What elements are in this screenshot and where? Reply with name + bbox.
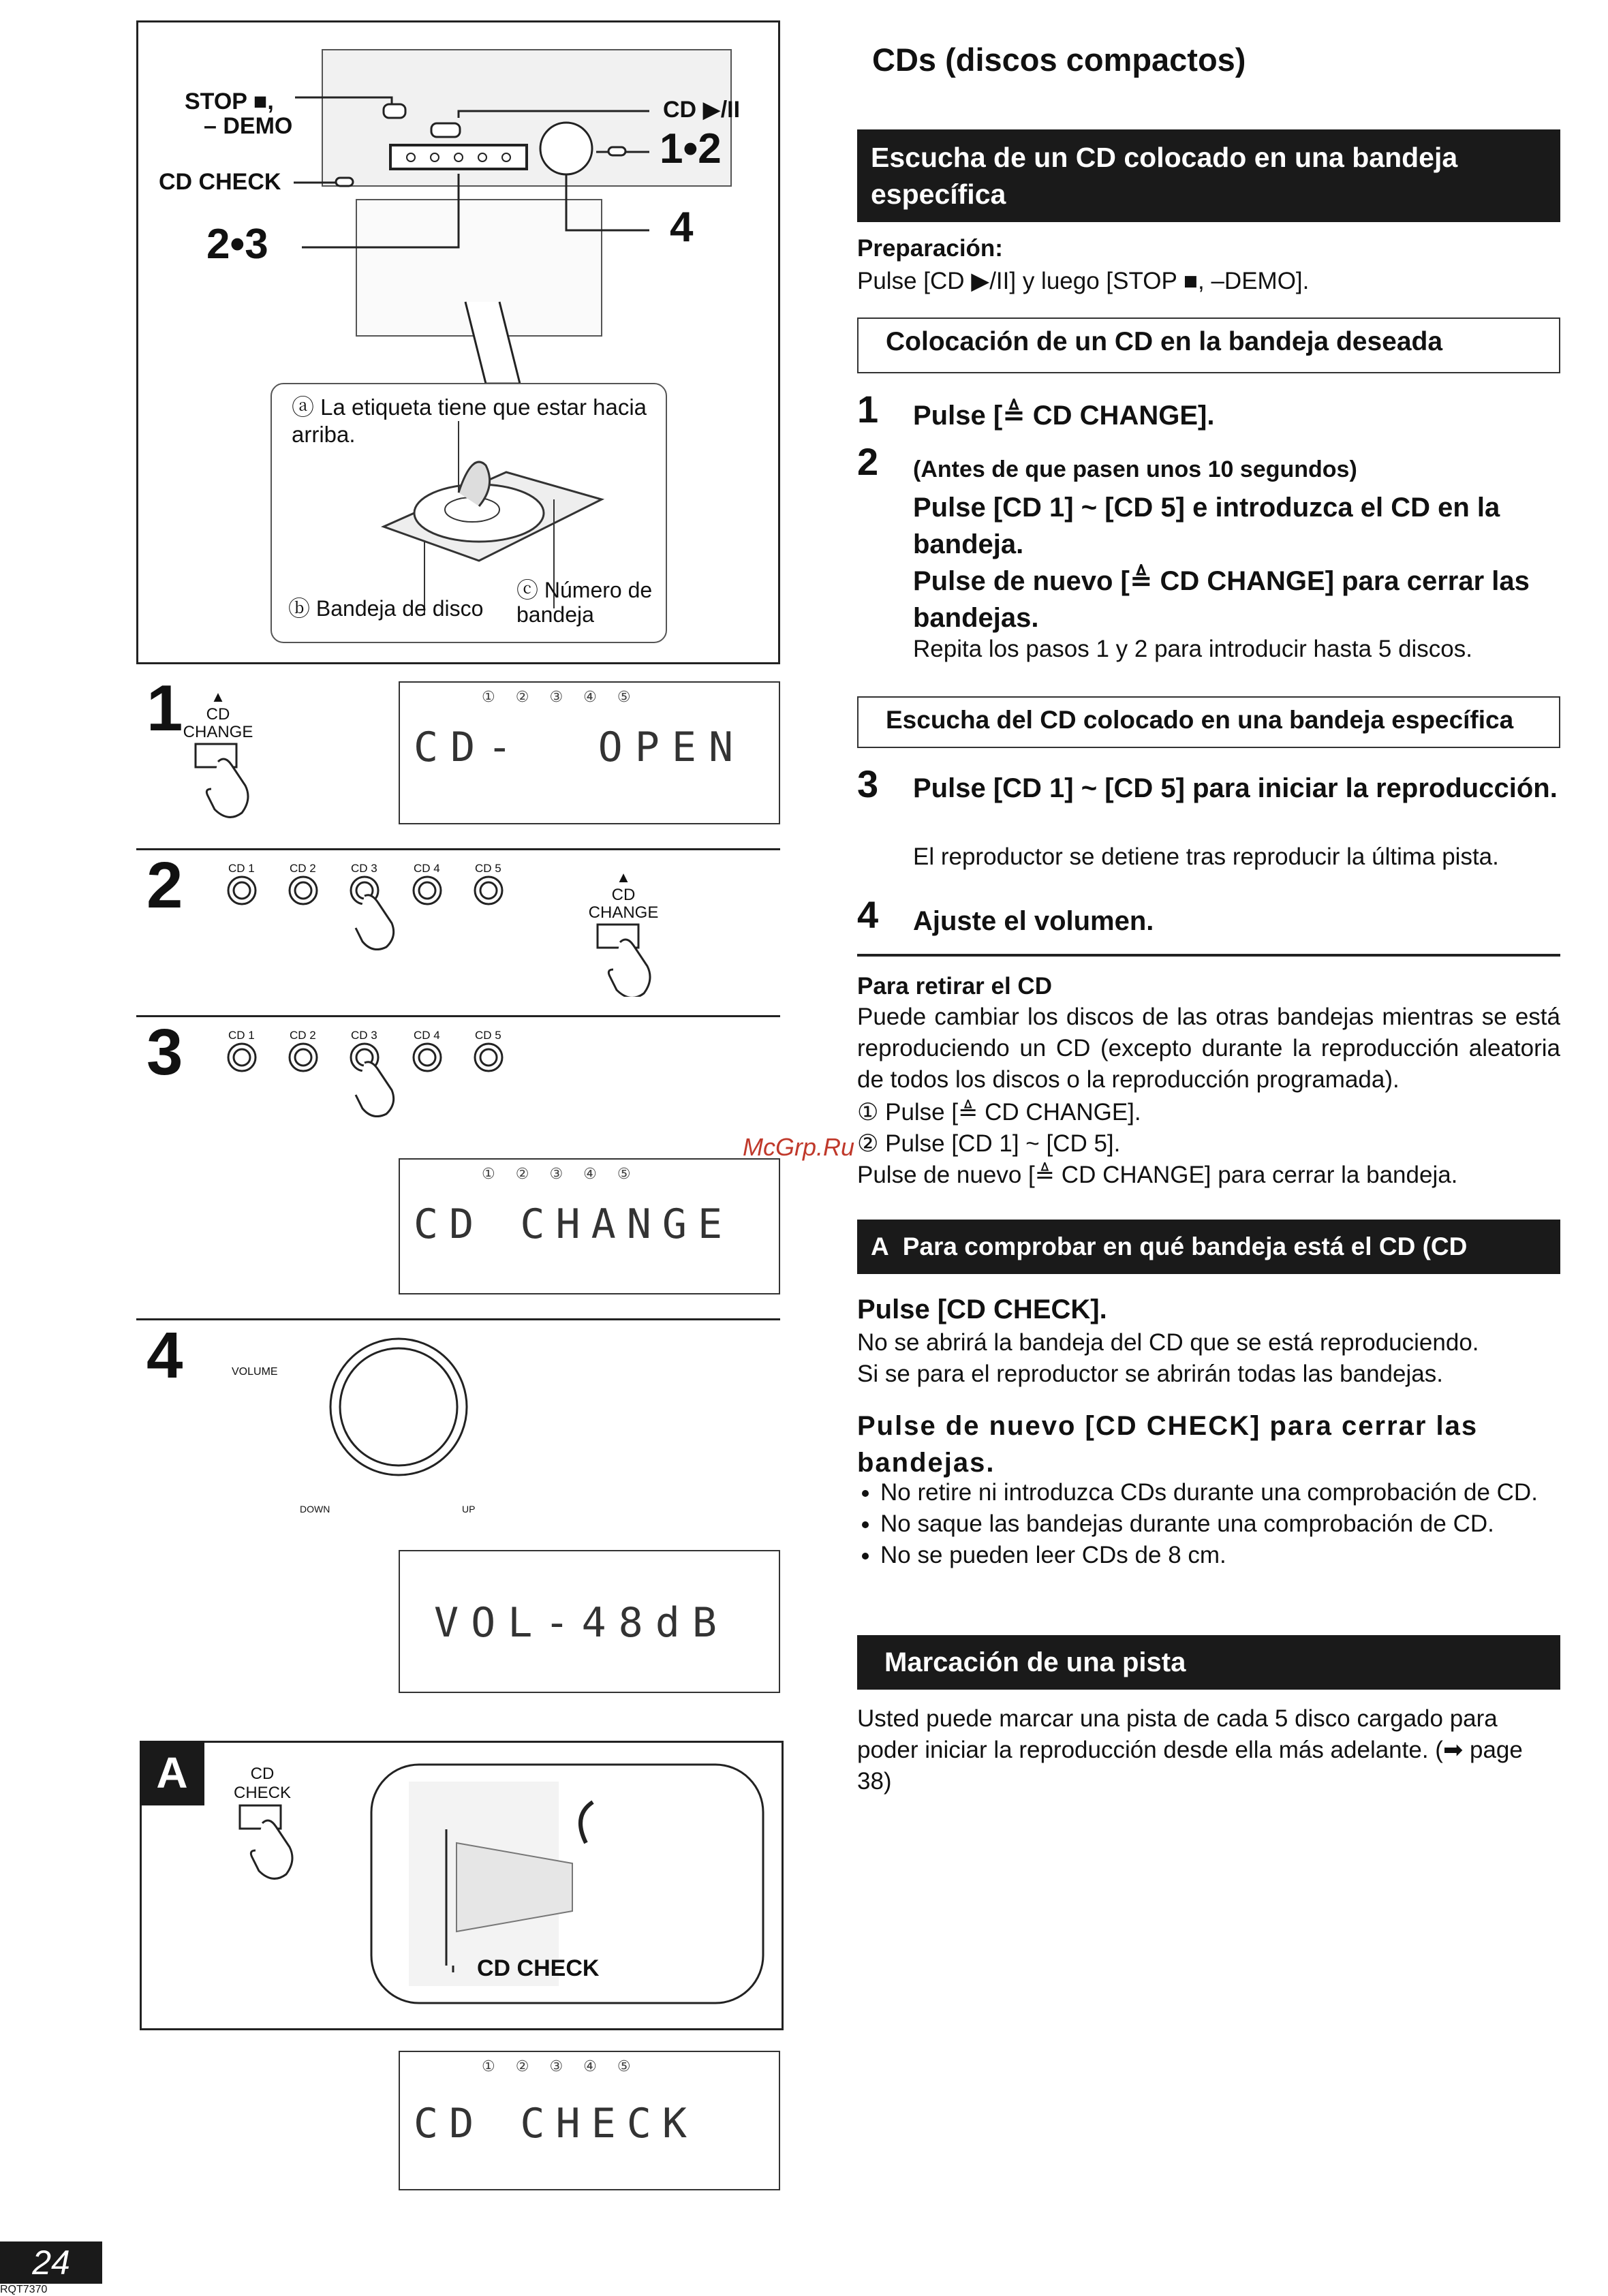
subhead-place-cd: Colocación de un CD en la bandeja deseada xyxy=(857,317,1560,373)
panel-1-number: 1 xyxy=(146,672,183,745)
page-number-box: 24 xyxy=(0,2241,102,2284)
panel-2-change-button xyxy=(583,869,664,1000)
panel-4-number: 4 xyxy=(146,1319,183,1392)
lcd-text: CD CHANGE xyxy=(414,1200,734,1248)
lcd-text: CD CHECK xyxy=(414,2100,698,2147)
cd-button-label: CD 5 xyxy=(475,1029,501,1042)
prep-text: Pulse [CD ▶/II] y luego [STOP ■, –DEMO]. xyxy=(857,268,1310,294)
eject-icon: ▲ xyxy=(211,688,226,705)
cd-button-label: CD 3 xyxy=(351,862,377,875)
cd-check-bullets xyxy=(857,1477,1583,1571)
step-1-number: 1 xyxy=(857,388,879,431)
remove-text: Puede cambiar los discos de las otras bandejas mientras se está reproduciendo un CD (excepto durante la reproducción aleatoria de todos los discos o la reproducción programada). xyxy=(857,1004,1560,1093)
section-bar-listen: Escucha de un CD colocado en una bandeja específica xyxy=(857,129,1560,222)
mark-track-text: Usted puede marcar una pista de cada 5 disco cargado para poder iniciar la reproducción desde ella más adelante. (➡ page 38) xyxy=(857,1705,1523,1795)
panel-2-number: 2 xyxy=(146,849,183,922)
page-title: CDs (discos compactos) xyxy=(872,42,1246,78)
note-c: ⓒ Número de bandeja xyxy=(516,578,653,627)
step-2-small: (Antes de que pasen unos 10 segundos) xyxy=(913,456,1357,482)
panel-1-display xyxy=(399,681,780,824)
volume-up-label: UP xyxy=(462,1504,476,1515)
cd-check-head-2: Pulse de nuevo [CD CHECK] para cerrar las bandejas. xyxy=(857,1411,1479,1478)
disc-number-row: ①②③④⑤ xyxy=(482,2058,651,2075)
remove-step-1: ① Pulse [≜ CD CHANGE]. xyxy=(857,1099,1141,1126)
watermark: McGrp.Ru xyxy=(743,1133,855,1161)
cd-check-text-2: Si se para el reproductor se abrirán todas las bandejas. xyxy=(857,1361,1443,1387)
remove-label: Para retirar el CD xyxy=(857,973,1052,999)
divider xyxy=(136,1015,780,1017)
section-bar-text: Para comprobar en qué bandeja está el CD (CD CHECK) xyxy=(871,1232,1468,1299)
lcd-text: VOL-48dB xyxy=(434,1599,729,1647)
cd-check-text-1: No se abrirá la bandeja del CD que se está reproduciendo. xyxy=(857,1329,1479,1356)
bullet-item: • No se pueden leer CDs de 8 cm. xyxy=(880,1540,1583,1571)
disc-number-row: ①②③④⑤ xyxy=(482,688,651,705)
step-3-note: El reproductor se detiene tras reproducir la última pista. xyxy=(913,843,1499,870)
cd-buttons-graphic xyxy=(221,1042,535,1117)
disc-number-row: ①②③④⑤ xyxy=(482,1165,651,1182)
press-hand-icon xyxy=(583,922,664,997)
doc-code: RQT7370 xyxy=(0,2284,48,2295)
cd-button-label: CD 2 xyxy=(290,1029,316,1042)
cd-button-label: CD 1 xyxy=(228,1029,255,1042)
section-bar-cd-check xyxy=(857,1220,1560,1299)
cd-check-label: CD CHECK xyxy=(159,169,281,195)
step-1-text: Pulse [≜ CD CHANGE]. xyxy=(913,401,1215,431)
cd-button-label: CD 3 xyxy=(351,1029,377,1042)
demo-label: – DEMO xyxy=(204,113,293,139)
volume-knob xyxy=(327,1335,470,1478)
cd-play-label: CD ▶/II xyxy=(663,97,741,123)
panel-3-number: 3 xyxy=(146,1016,183,1089)
divider xyxy=(857,954,1560,957)
stop-label: STOP ■, xyxy=(185,89,274,114)
panel-4-display xyxy=(399,1550,780,1693)
section-bar-mark-track: Marcación de una pista xyxy=(857,1635,1560,1690)
volume-down-label: DOWN xyxy=(300,1504,330,1515)
cd-button-label: CD 1 xyxy=(228,862,255,875)
bullet-item: • No saque las bandejas durante una comprobación de CD. xyxy=(880,1508,1583,1540)
panel-2-cd-buttons xyxy=(221,862,535,950)
panel-3-cd-buttons xyxy=(221,1029,535,1117)
remove-step-2: ② Pulse [CD 1] ~ [CD 5]. xyxy=(857,1130,1121,1157)
step-3-text: Pulse [CD 1] ~ [CD 5] para iniciar la reproducción. xyxy=(913,773,1558,803)
cd-check-button-label: CD CHECK xyxy=(233,1765,291,1802)
callout-1-2: 1•2 xyxy=(660,125,722,172)
step-4-number: 4 xyxy=(857,893,879,936)
panel-a-cd-check-label: CD CHECK xyxy=(477,1955,600,1981)
panel-a-letter: A xyxy=(140,1741,204,1805)
divider xyxy=(136,848,780,850)
step-4-text: Ajuste el volumen. xyxy=(913,906,1154,936)
cd-button-label: CD 4 xyxy=(414,1029,440,1042)
cd-button-label: CD 4 xyxy=(414,862,440,875)
callout-2-3: 2•3 xyxy=(206,221,268,268)
subhead-play-cd: Escucha del CD colocado en una bandeja específica xyxy=(857,696,1560,748)
eject-icon: ▲ xyxy=(616,869,631,886)
cd-button-label: CD 5 xyxy=(475,862,501,875)
press-hand-icon xyxy=(181,741,256,823)
panel-3-display xyxy=(399,1158,780,1294)
cd-change-label: CD CHANGE xyxy=(183,705,253,741)
step-2-number: 2 xyxy=(857,440,879,483)
step-2-b: Pulse de nuevo [≜ CD CHANGE] para cerrar las bandejas. xyxy=(913,566,1530,633)
divider xyxy=(136,1318,780,1320)
note-b: ⓑ Bandeja de disco xyxy=(288,596,484,621)
step-2-a: Pulse [CD 1] ~ [CD 5] e introduzca el CD en la bandeja. xyxy=(913,493,1500,559)
bullet-item: • No retire ni introduzca CDs durante una comprobación de CD. xyxy=(880,1477,1583,1508)
step-3-number: 3 xyxy=(857,762,879,805)
step-2-note: Repita los pasos 1 y 2 para introducir hasta 5 discos. xyxy=(913,636,1472,662)
callout-4: 4 xyxy=(670,204,694,251)
panel-a-display xyxy=(399,2051,780,2190)
cd-buttons-graphic xyxy=(221,875,535,950)
section-letter-a: A xyxy=(871,1232,889,1260)
press-hand-icon xyxy=(225,1803,300,1884)
remove-step-3: Pulse de nuevo [≜ CD CHANGE] para cerrar la bandeja. xyxy=(857,1162,1458,1188)
cd-change-label: CD CHANGE xyxy=(588,886,659,922)
panel-1-button-group xyxy=(181,688,256,826)
cd-check-head-1: Pulse [CD CHECK]. xyxy=(857,1294,1107,1324)
note-a: ⓐ La etiqueta tiene que estar hacia arriba. xyxy=(292,394,647,447)
volume-label: VOLUME xyxy=(232,1366,278,1378)
cd-button-label: CD 2 xyxy=(290,862,316,875)
lcd-text: CD- OPEN xyxy=(414,724,746,771)
front-panel-diagram xyxy=(136,20,780,664)
panel-a-button-group xyxy=(225,1765,300,1888)
prep-label: Preparación: xyxy=(857,235,1003,262)
